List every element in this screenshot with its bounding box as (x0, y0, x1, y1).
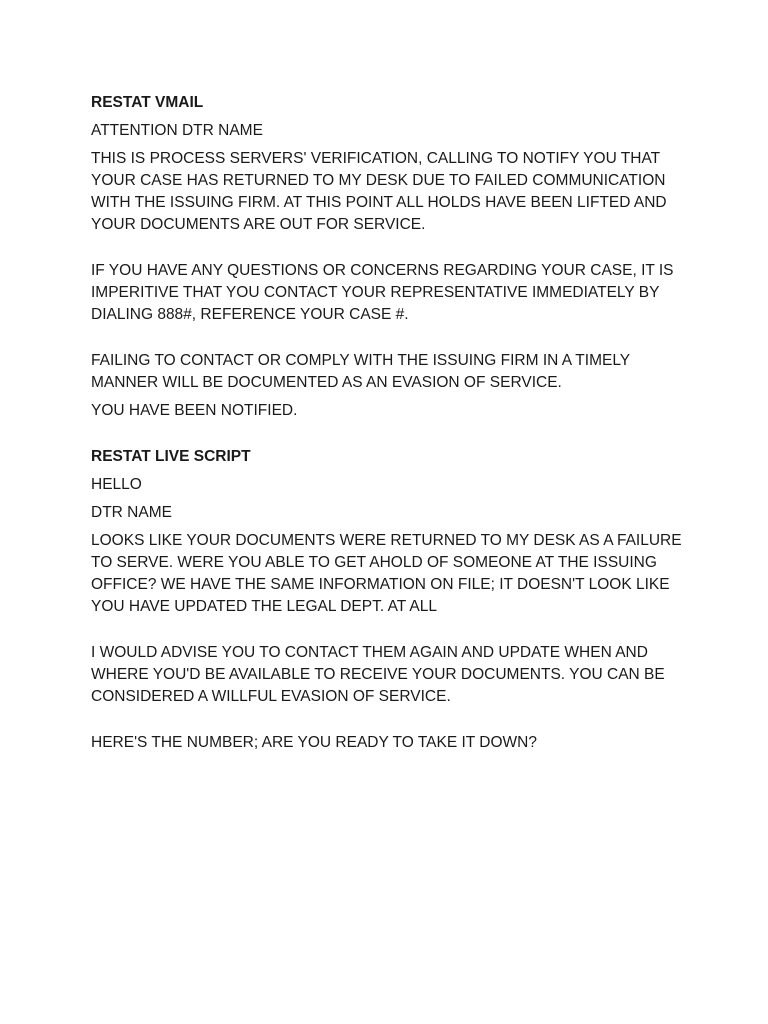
document-body (91, 92, 691, 760)
live-script-heading: RESTAT LIVE SCRIPT (91, 448, 251, 465)
vmail-notified-line: YOU HAVE BEEN NOTIFIED. (91, 402, 298, 419)
live-script-hello: HELLO (91, 476, 142, 493)
live-script-paragraph-3: HERE'S THE NUMBER; ARE YOU READY TO TAKE IT DOWN? (91, 734, 537, 751)
live-script-name-line: DTR NAME (91, 504, 172, 521)
live-script-paragraph-1: LOOKS LIKE YOUR DOCUMENTS WERE RETURNED TO MY DESK AS A FAILURE TO SERVE. WERE YOU ABLE TO GET AHOLD OF SOMEONE AT THE ISSUING OFFICE? WE HAVE THE SAME INFORMATION ON FILE; IT DOESN'T LOOK LIKE YOU HAVE UPDATED THE LEGAL DEPT. AT ALL (91, 532, 682, 615)
vmail-paragraph-2: IF YOU HAVE ANY QUESTIONS OR CONCERNS REGARDING YOUR CASE, IT IS IMPERITIVE THAT YOU CONTACT YOUR REPRESENTATIVE IMMEDIATELY BY DIALING 888#, REFERENCE YOUR CASE #. (91, 262, 674, 323)
live-script-paragraph-2: I WOULD ADVISE YOU TO CONTACT THEM AGAIN AND UPDATE WHEN AND WHERE YOU'D BE AVAILABLE TO RECEIVE YOUR DOCUMENTS. YOU CAN BE CONSIDERED A WILLFUL EVASION OF SERVICE. (91, 644, 665, 705)
vmail-attention-line: ATTENTION DTR NAME (91, 122, 263, 139)
vmail-paragraph-3: FAILING TO CONTACT OR COMPLY WITH THE ISSUING FIRM IN A TIMELY MANNER WILL BE DOCUMENTED AS AN EVASION OF SERVICE. (91, 352, 630, 391)
vmail-heading: RESTAT VMAIL (91, 94, 204, 111)
vmail-paragraph-1: THIS IS PROCESS SERVERS' VERIFICATION, CALLING TO NOTIFY YOU THAT YOUR CASE HAS RETURNED TO MY DESK DUE TO FAILED COMMUNICATION WITH THE ISSUING FIRM. AT THIS POINT ALL HOLDS HAVE BEEN LIFTED AND YOUR DOCUMENTS ARE OUT FOR SERVICE. (91, 150, 667, 233)
